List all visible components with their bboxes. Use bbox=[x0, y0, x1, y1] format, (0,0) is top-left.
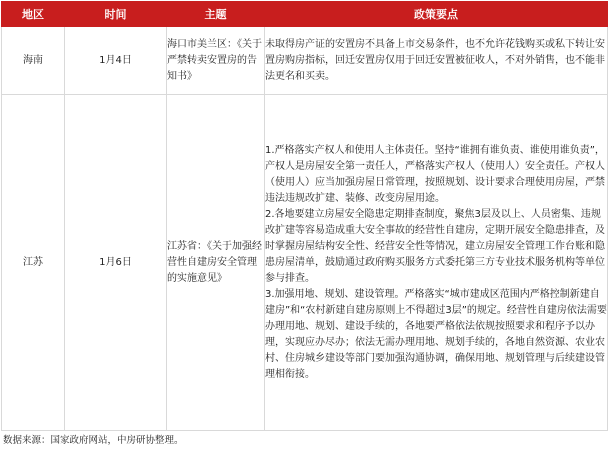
cell-topic: 江苏省：《关于加强经营性自建房安全管理的实施意见》 bbox=[167, 95, 265, 431]
policy-table bbox=[1, 1, 608, 431]
cell-region: 江苏 bbox=[2, 95, 65, 431]
cell-points bbox=[265, 27, 608, 95]
header-region: 地区 bbox=[2, 2, 65, 27]
cell-points bbox=[265, 95, 608, 431]
header-points: 政策要点 bbox=[265, 2, 608, 27]
cell-region: 海南 bbox=[2, 27, 65, 95]
policy-point-3: 3.加强用地、规划、建设管理。严格落实“城市建成区范围内严格控制新建自建房”和“农村新建自建房原则上不得超过3层”的规定。经营性自建房依法需要办理用地、规划、建设手续的，各地要严格依法依规按照要求和程序予以办理，实现应办尽办；依法无需办理用地、规划手续的，各地自然资源、农业农村、住房城乡建设等部门要加强沟通协调，确保用地、规划管理与后续建设管理相衔接。 bbox=[265, 288, 607, 380]
policy-point-2: 2.各地要建立房屋安全隐患定期排查制度，聚焦3层及以上、人员密集、违规改扩建等容易造成重大安全事故的经营性自建房，定期开展安全隐患排查，及时掌握房屋结构安全性、经营安全性等情况，建立房屋安全管理工作台账和隐患房屋清单，鼓励通过政府购买服务方式委托第三方专业技术服务机构等单位参与排查。 bbox=[265, 208, 605, 284]
table-row bbox=[2, 27, 608, 95]
header-date: 时间 bbox=[65, 2, 167, 27]
policy-point-1: 1.严格落实产权人和使用人主体责任。坚持“谁拥有谁负责、谁使用谁负责”，产权人是房屋安全第一责任人，严格落实产权人（使用人）安全责任。产权人（使用人）应当加强房屋日常管理，按照规划、设计要求合理使用房屋，严禁违法违规改扩建、装修、改变房屋用途。 bbox=[265, 144, 605, 204]
header-row bbox=[2, 2, 608, 27]
policy-point: 未取得房产证的安置房不具备上市交易条件，也不允许花钱购买或私下转让安置房购房指标，回迁安置房仅用于回迁安置被征收人，不对外销售，也不能非法更名和买卖。 bbox=[265, 38, 605, 82]
cell-date: 1月6日 bbox=[65, 95, 167, 431]
header-topic: 主题 bbox=[167, 2, 265, 27]
table-row bbox=[2, 95, 608, 431]
cell-date: 1月4日 bbox=[65, 27, 167, 95]
cell-topic: 海口市美兰区：《关于严禁转卖安置房的告知书》 bbox=[167, 27, 265, 95]
source-note: 数据来源：国家政府网站，中房研协整理。 bbox=[3, 435, 184, 446]
